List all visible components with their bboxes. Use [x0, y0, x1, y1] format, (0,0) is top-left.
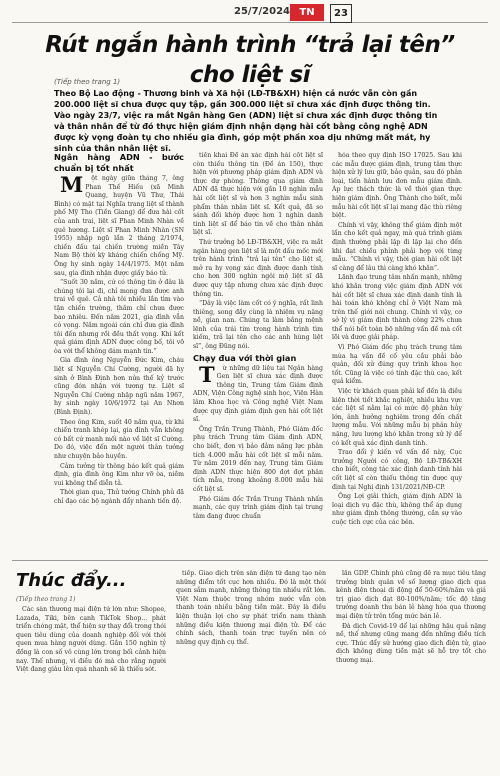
page-number: 23 [330, 4, 352, 23]
paragraph: Phó Giám đốc Trần Trung Thành nhấn mạnh, các quy trình giám định tại trung tâm đang được chuẩn [193, 495, 323, 520]
continuation-source: (Tiếp theo trang 1) [16, 596, 76, 603]
paragraph: Trao đổi ý kiến về vấn đề này, Cục trưởng Người có công, Bộ LĐ-TB&XH cho biết, công tác xác định danh tính hài cốt liệt sĩ còn thiếu thông tin được quy định tại Nghị định 131/2021/NĐ-CP. [332, 449, 462, 491]
continuation-column-3 [336, 570, 486, 768]
paragraph: Vì Phó Giám đốc phụ trách trung tâm mùa hạ vấn đề cố yêu cầu phải bảo quản, đối xử đúng quy trình khoa học tốt. Cũng là việc có tính đặc thù cao, kết quả kiểm. [332, 344, 462, 386]
header-rule [12, 22, 488, 23]
article-column-3 [332, 152, 462, 552]
paragraph: Thứ trưởng bộ LĐ-TB&XH, việc ra mắt ngân hàng gen liệt sĩ là một dấu mốc mới trên hành trình “trả lại tên” cho liệt sĩ, mở ra hy vọng xác định được danh tính cho hơn 300 nghìn ngôi mộ liệt sĩ đã được quy tập nhưng chưa xác định được thông tin. [193, 238, 323, 298]
paragraph: Các sàn thương mại điện tử lớn như: Shopee, Lazada, Tiki, bên cạnh TikTok Shop... phát triển chóng mặt, thể hiện sự thay đổi trong thói quen tiêu dùng của doanh nghiệp đối với thời quen mua hàng người dùng. Gần 150 nghìn tỷ đồng là con số vô cùng lớn trong bối cảnh hiện nay. Thế nhưng, vì điều đó mà cho rằng người Việt đang giàu lên quá nhanh sẽ là thiếu sót. [16, 606, 166, 674]
article-headline: Rút ngắn hành trình “trả lại tên” cho liệt sĩ [45, 32, 455, 88]
paragraph: Gia đình ông Nguyễn Đức Kim, cháu liệt sĩ Nguyễn Chí Cường, người đã hy sinh ở Bình Định hơn nửa thế kỷ trước cũng đón nhận với tương tự. Liệt sĩ Nguyễn Chí Cường nhập ngũ năm 1967, hy sinh ngày 10/6/1972 tại An Nhơn (Bình Định). [54, 357, 184, 417]
paragraph-text: ột ngày giữa tháng 7, ông Phan Thế Hiếu (xã Minh Quang, huyện Vũ Thư, Thái Bình) có mặt tại Nghĩa trang liệt sĩ thành phố Mỹ Tho (Tiền Giang) để đưa hài cốt của anh trai, liệt sĩ Phan Minh Nhàn về quê hương. Liệt sĩ Phan Minh Nhàn (SN 1955) nhập ngũ lần 2 tháng 2/1974, chiến đấu tại chiến trường miền Tây Nam Bộ thời kỳ kháng chiến chống Mỹ. Ông hy sinh ngày 14/4/1975. Một năm sau, gia đình nhận được giấy báo tử. [54, 175, 184, 277]
paragraph: Việc từ khách quan phải kể đến là điều kiện thời tiết khắc nghiệt, nhiều khu vực các liệt sĩ nằm lại có mức độ phân hủy lớn, ảnh hưởng nghiêm trọng đến chất lượng mẫu. Với những mẫu bị phân hủy nặng, lưu lượng khó khăn trong xử lý để có kết quả xác định danh tính. [332, 388, 462, 447]
article-lead: Theo Bộ Lao động - Thương binh và Xã hội (LĐ-TB&XH) hiện cả nước vẫn còn gần 200.000 liệt sĩ chưa được quy tập, gần 300.000 liệt sĩ chưa xác định được thông tin. Vào ngày 23/7, việc ra mắt Ngân hàng Gen (ADN) liệt sĩ chưa xác định được thông tin và thân nhân để từ đó thực hiện giám định nhận dạng hài cốt bằng công nghệ ADN được kỳ vọng đoàn tụ cho nhiều gia đình, góp một phần xoa dịu những mất mát, hy sinh của thân nhân liệt sĩ. [54, 89, 438, 153]
subheading: Ngân hàng ADN - bước chuẩn bị tốt nhất [54, 152, 184, 173]
paragraph [193, 361, 323, 425]
paragraph: tiếp. Giao dịch trên sàn điện tử đang tạo nên những điểm tốt cục hơn nhiều. Đó là một thói quen sắm mạnh, những thông tin nhiều rất lớn. Việt Nam thuộc trong nhóm nước vẫn còn thanh toán nhiều bằng tiền mặt. Đây là điều kiện thuận lợi cho sự phát triển nam thành những điều kiện thương mại điện tử. Để các chính sách, thanh toán trực tuyến nên có những quy định cụ thể. [176, 570, 326, 646]
paragraph: hóa theo quy định ISO 17025. Sau khi các mẫu được giám định, trung tâm thực hiện xử lý lưu giữ, bảo quản, sau đó phân loại, tiến hành lưu đơn mẫu giám định. Áp lực thách thức là về thời gian thực hiện giám định. Ông Thành cho biết, mỗi mẫu hài cốt liệt sĩ lại mang đặc thù riêng biệt. [332, 152, 462, 220]
subheading: Chạy đua với thời gian [193, 352, 297, 363]
paragraph: Theo ông Kim, suốt 40 năm qua, từ khi chiến tranh khép lại, gia đình vẫn không có bất cứ manh mối nào về liệt sĩ Cường. Do đó, việc đến một người thân tưởng như chuyện bảo huyền. [54, 418, 184, 460]
continuation-title: Thúc đẩy... [16, 570, 127, 591]
article-source: (Tiếp theo trang 1) [54, 78, 121, 86]
paragraph: Lãnh đạo trung tâm nhấn mạnh, những khó khăn trong việc giám định ADN với hài cốt liệt sĩ chưa xác định danh tính là hài toán khó không chỉ ở Việt Nam mà trên thế giới nói chung. Chính vì vậy, cơ sở lý vị giám định thành công 22% chưa thể nói hết toàn bộ những vấn đề mà cốt lõi và được giải pháp. [332, 274, 462, 342]
article-column-1 [54, 152, 184, 552]
paragraph: Chính vì vậy, không thể giám định một lần cho kết quả ngay, mà quá trình giám định thường phải lặp đi lặp lại cho đến khi đạt chiều phỉnh phải hợp với từng mẫu. “Chính vì vậy, thời gian hài cốt liệt sĩ càng để lâu thì càng khó khăn”. [332, 221, 462, 272]
paragraph: “Dây là việc làm cốt có ý nghĩa, rất linh thiêng, song đầy cùng là nhiệm vụ nặng nề, gian nan. Chúng ta làm bằng mệnh lệnh của trái tim trong hành trình tìm kiếm, trả lại tên cho các anh hùng liệt sĩ”, ông Đũng nói. [193, 300, 323, 351]
paragraph: “Suốt 30 năm, cứ có thông tin ở đâu là chúng tôi lại đi, chỉ mong đưa được anh trai về quê. Cả nhà tôi nhiều lần tìm vào tận chiến trường, thăm chỉ chưa được bao nhiêu. Đến năm 2021, gia đình vẫn có vọng. Năm ngoái cán chỉ đưa gia đình tôi đến nhưng rồi đều thất vọng. Khi kết quả giám định ADN được công bố, tôi vỡ òa với thể không dám mạnh tin.” [54, 279, 184, 355]
newspaper-logo: TN [290, 4, 324, 21]
section-divider [12, 560, 488, 561]
paragraph: Ông Trần Trung Thành, Phó Giám đốc phụ trách Trung tâm Giám định ADN, cho biết, đơn vị bảo đảm năng lực phân tích 4.000 mẫu hài cốt liệt sĩ mỗi năm. Từ năm 2019 đến nay, Trung tâm Giám định ADN thực hiện 800 đợt đợt phân tích mẫu, trong khoảng 8.000 mẫu hài cốt liệt sĩ. [193, 425, 323, 493]
paragraph: Đà dịch Covid-19 để lại những hậu quả nặng nề, thế nhưng cũng mang đến những điều tích cực. Thúc đẩy sử hướng giao dịch điện tử, giao dịch không dùng tiền mặt sẽ hỗ trợ tốt cho thương mại. [336, 622, 486, 664]
paragraph: lần GDP. Chính phủ cũng đề ra mục tiêu tăng trưởng bình quân về số lượng giao dịch qua kênh điện thoại di động để 50-60%/năm và giá trị giao dịch đạt 80-100%/năm; tốc độ tăng trưởng doanh thu bán lẻ hàng hóa qua thương mại điện tử trên tổng mức bán lẻ. [336, 570, 486, 620]
continuation-column-2 [176, 570, 326, 768]
paragraph [54, 172, 184, 278]
drop-cap: M [60, 172, 84, 197]
paragraph: Cảm tưởng từ thông báo kết quả giám định, gia đình ông Kim như vỡ òa, niềm vui không thể diễn tả. [54, 462, 184, 487]
continuation-column-1 [16, 606, 166, 768]
paragraph: Ông Lợi giải thích, giám định ADN là loại dịch vụ đặc thù, không thể áp dụng như giám định thông thường, cần sự vào cuộc tích cực của các bên. [332, 493, 462, 526]
article-column-2 [193, 152, 323, 552]
paragraph-text: ừ những dữ liệu tại Ngân hàng Gen liệt sĩ chưa xác định được thông tin, Trung tâm Giám định ADN, Viện Công nghệ sinh học, Viện Hàn lâm Khoa học và Công nghệ Việt Nam được quy định giám định gen hài cốt liệt sĩ. [193, 364, 323, 424]
paragraph: Thời gian qua, Thủ tướng Chính phủ đã chỉ đạo các bộ ngành đẩy nhanh tiến độ. [54, 489, 184, 505]
issue-date: 25/7/2024 [234, 6, 291, 17]
drop-cap: T [199, 361, 215, 387]
paragraph: tiến khai Để án xác định hài cốt liệt sĩ còn thiếu thông tin (Đề án 150), thực hiện với phương pháp giám định ADN và thực dự phòng. Thông qua giám định ADN đã thực hiện với gần 10 nghìn mẫu hài cốt liệt sĩ và hơn 3 nghìn mẫu sinh phẩm thân nhân liệt sĩ. Kết quả, đã so sánh đối khớp được hơn 1 nghìn danh tính liệt sĩ để báo tin về cho thân nhân liệt sĩ. [193, 152, 323, 237]
